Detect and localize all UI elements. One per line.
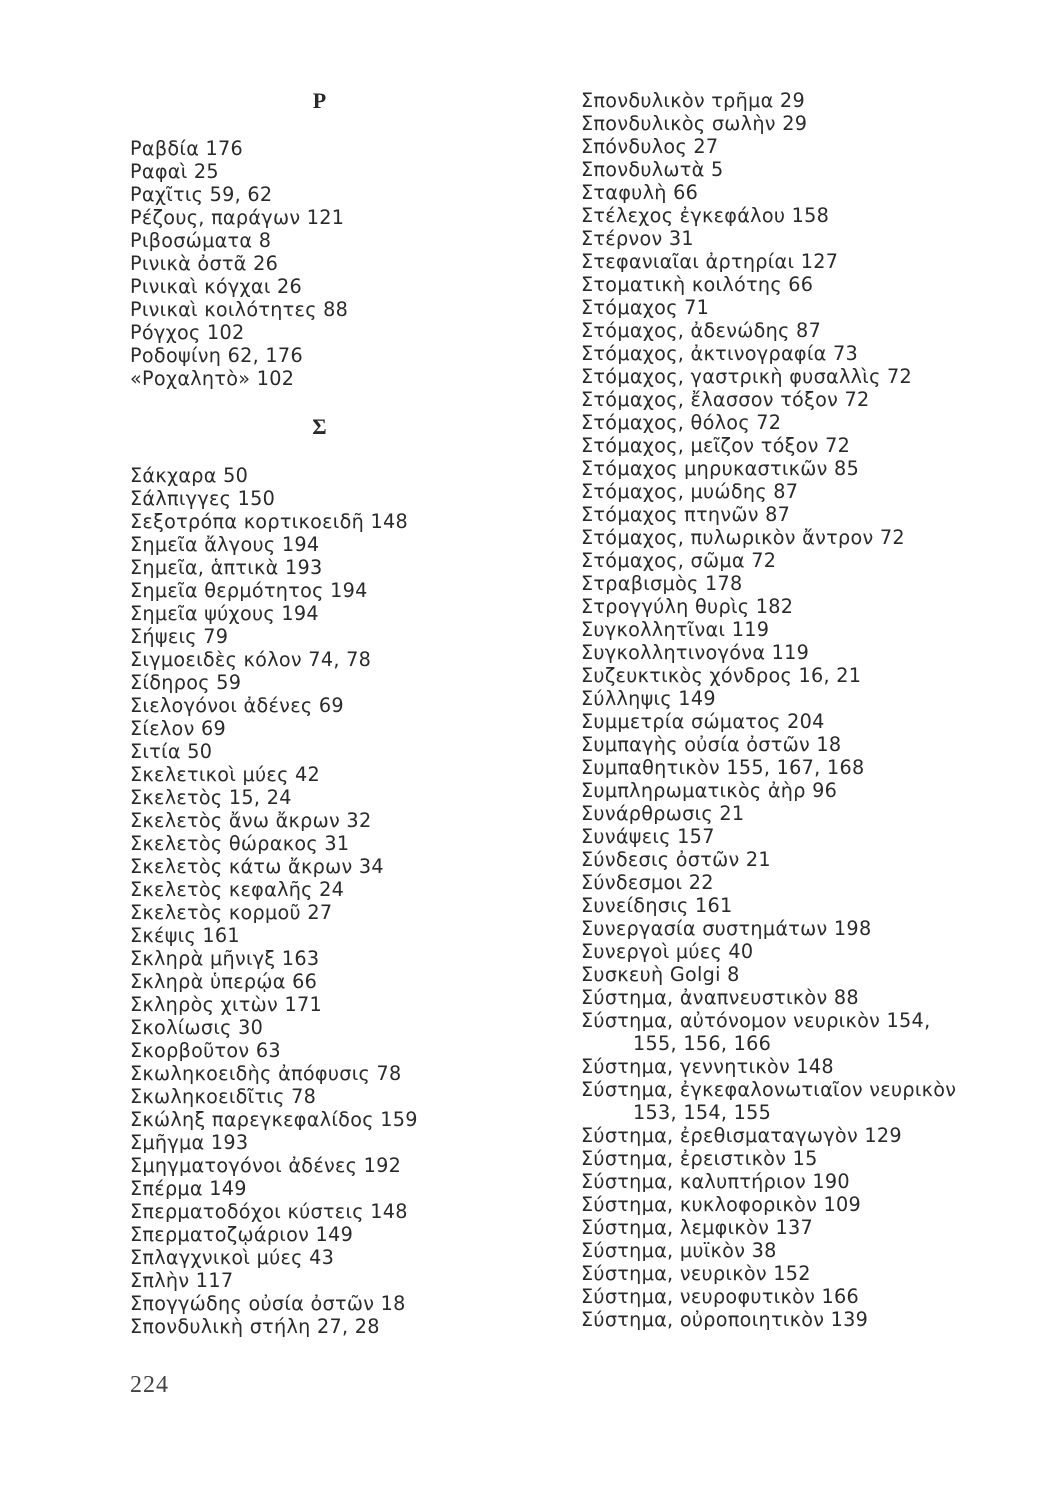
index-entry: Στόμαχος, σῶμα 72 <box>581 549 777 572</box>
index-entry: «Ροχαλητὸ» 102 <box>130 367 295 390</box>
index-entry-continuation: 153, 154, 155 <box>633 1101 772 1124</box>
index-entry: Σκελετικοὶ μύες 42 <box>130 763 321 786</box>
index-entry: Στόμαχος, γαστρικὴ φυσαλλὶς 72 <box>581 365 913 388</box>
index-entry: Στόμαχος, θόλος 72 <box>581 411 782 434</box>
index-entry: Συγκολλητινογόνα 119 <box>581 641 810 664</box>
index-entry: Σκελετὸς κεφαλῆς 24 <box>130 878 345 901</box>
index-entry-continuation: 155, 156, 166 <box>633 1032 772 1055</box>
index-entry: Στέλεχος ἐγκεφάλου 158 <box>581 204 830 227</box>
index-entry: Σύνδεσμοι 22 <box>581 871 714 894</box>
index-entry: Στόμαχος, πυλωρικὸν ἄντρον 72 <box>581 526 905 549</box>
right-column <box>581 89 1041 1331</box>
index-entry: Σύστημα, ἐρεθισματαγωγὸν 129 <box>581 1124 902 1147</box>
index-entry: Ραφαὶ 25 <box>130 160 219 183</box>
index-entry: Στόμαχος 71 <box>581 296 710 319</box>
index-entry: Σύστημα, γεννητικὸν 148 <box>581 1055 834 1078</box>
index-entry: Σκληρὰ ὑπερῴα 66 <box>130 970 318 993</box>
index-entry: Σπλαγχνικοὶ μύες 43 <box>130 1246 335 1269</box>
index-entry: Σύστημα, νευρικὸν 152 <box>581 1262 811 1285</box>
section-heading-rho: Ρ <box>312 88 328 113</box>
index-entry: Σύστημα, καλυπτήριον 190 <box>581 1170 850 1193</box>
index-entry: Συμπαγὴς οὐσία ὀστῶν 18 <box>581 733 842 756</box>
index-entry: Ρινικαὶ κόγχαι 26 <box>130 275 303 298</box>
index-entry: Συνείδησις 161 <box>581 894 733 917</box>
index-entry: Σμηγματογόνοι ἀδένες 192 <box>130 1154 402 1177</box>
index-entry: Σύστημα, οὐροποιητικὸν 139 <box>581 1308 869 1331</box>
index-entry: Σύστημα, ἀναπνευστικὸν 88 <box>581 986 859 1009</box>
index-entry: Ροδοψίνη 62, 176 <box>130 344 303 367</box>
index-entry: Σημεῖα ψύχους 194 <box>130 602 319 625</box>
index-entry: Στέρνον 31 <box>581 227 694 250</box>
index-entry: Στόμαχος, μυώδης 87 <box>581 480 799 503</box>
index-entry: Σύστημα, μυϊκὸν 38 <box>581 1239 777 1262</box>
index-entry: Συνάψεις 157 <box>581 825 715 848</box>
index-entry: Σημεῖα θερμότητος 194 <box>130 579 368 602</box>
index-entry: Σύστημα, ἐγκεφαλονωτιαῖον νευρικὸν <box>581 1078 957 1101</box>
index-entry: Σύστημα, ἐρειστικὸν 15 <box>581 1147 818 1170</box>
index-entry: Στόμαχος, ἔλασσον τόξον 72 <box>581 388 870 411</box>
index-entry: Σκελετὸς κορμοῦ 27 <box>130 901 333 924</box>
index-entry: Σπλὴν 117 <box>130 1269 234 1292</box>
index-entry: Σκελετὸς κάτω ἄκρων 34 <box>130 855 384 878</box>
index-entry: Στόμαχος, ἀκτινογραφία 73 <box>581 342 859 365</box>
index-entry: Ρινικὰ ὀστᾶ 26 <box>130 252 279 275</box>
index-entry: Στόμαχος μηρυκαστικῶν 85 <box>581 457 860 480</box>
index-entry: Σπονδυλωτὰ 5 <box>581 158 724 181</box>
index-entry: Σκέψις 161 <box>130 924 240 947</box>
index-entry: Σπέρμα 149 <box>130 1177 247 1200</box>
index-entry: Ραβδία 176 <box>130 137 244 160</box>
index-entry: Σάλπιγγες 150 <box>130 487 276 510</box>
index-entry: Συμμετρία σώματος 204 <box>581 710 825 733</box>
rho-entries <box>130 137 550 390</box>
index-entry: Σπόνδυλος 27 <box>581 135 719 158</box>
section-heading-sigma: Σ <box>312 414 328 439</box>
index-entry: Σκορβοῦτον 63 <box>130 1039 281 1062</box>
index-entry: Σύστημα, λεμφικὸν 137 <box>581 1216 814 1239</box>
index-entry: Στρογγύλη θυρὶς 182 <box>581 595 794 618</box>
index-entry: Στραβισμὸς 178 <box>581 572 743 595</box>
index-entry: Ριβοσώματα 8 <box>130 229 272 252</box>
index-entry: Σπονδυλικὴ στήλη 27, 28 <box>130 1315 380 1338</box>
index-entry: Σιτία 50 <box>130 740 213 763</box>
index-entry: Σκελετὸς ἄνω ἄκρων 32 <box>130 809 372 832</box>
index-entry: Σύστημα, αὐτόνομον νευρικὸν 154, <box>581 1009 931 1032</box>
index-entry: Ρέζους, παράγων 121 <box>130 206 345 229</box>
index-entry: Σίδηρος 59 <box>130 671 242 694</box>
index-entry: Σκολίωσις 30 <box>130 1016 264 1039</box>
index-entry: Στεφανιαῖαι ἀρτηρίαι 127 <box>581 250 839 273</box>
index-entry: Σημεῖα ἄλγους 194 <box>130 533 320 556</box>
index-entry: Συνεργοὶ μύες 40 <box>581 940 754 963</box>
index-entry: Σύνδεσις ὀστῶν 21 <box>581 848 771 871</box>
page-number: 224 <box>130 1372 169 1398</box>
sigma-entries <box>130 464 550 1338</box>
index-entry: Συνάρθρωσις 21 <box>581 802 745 825</box>
index-entry: Συσκευὴ Golgi 8 <box>581 963 740 986</box>
index-entry: Σπονδυλικὸς σωλὴν 29 <box>581 112 808 135</box>
index-entry: Σκελετὸς 15, 24 <box>130 786 292 809</box>
index-entry: Σύστημα, κυκλοφορικὸν 109 <box>581 1193 862 1216</box>
index-entry: Σκωληκοειδὴς ἀπόφυσις 78 <box>130 1062 402 1085</box>
index-entry: Σκληρὸς χιτὼν 171 <box>130 993 322 1016</box>
index-entry: Στοματικὴ κοιλότης 66 <box>581 273 814 296</box>
index-entry: Σκελετὸς θώρακος 31 <box>130 832 350 855</box>
index-entry: Σεξοτρόπα κορτικοειδῆ 148 <box>130 510 409 533</box>
index-entry: Σύστημα, νευροφυτικὸν 166 <box>581 1285 860 1308</box>
index-entry: Σκωληκοειδῖτις 78 <box>130 1085 317 1108</box>
index-entry: Σίελον 69 <box>130 717 227 740</box>
index-entry: Ρινικαὶ κοιλότητες 88 <box>130 298 349 321</box>
index-entry: Σταφυλὴ 66 <box>581 181 699 204</box>
index-entry: Σιελογόνοι ἀδένες 69 <box>130 694 344 717</box>
index-entry: Σπερματοζῳάριον 149 <box>130 1223 354 1246</box>
index-entry: Συζευκτικὸς χόνδρος 16, 21 <box>581 664 862 687</box>
index-entry: Σπερματοδόχοι κύστεις 148 <box>130 1200 408 1223</box>
index-entry: Σμῆγμα 193 <box>130 1131 249 1154</box>
index-entry: Σπογγώδης οὐσία ὀστῶν 18 <box>130 1292 406 1315</box>
index-entry: Ρόγχος 102 <box>130 321 245 344</box>
index-entry: Σύλληψις 149 <box>581 687 716 710</box>
index-entry: Σήψεις 79 <box>130 625 229 648</box>
index-entry: Ραχῖτις 59, 62 <box>130 183 273 206</box>
index-entry: Στόμαχος, μεῖζον τόξον 72 <box>581 434 851 457</box>
index-entry: Σκώληξ παρεγκεφαλίδος 159 <box>130 1108 418 1131</box>
index-entry: Συμπληρωματικὸς ἀὴρ 96 <box>581 779 838 802</box>
index-entry: Συγκολλητῖναι 119 <box>581 618 770 641</box>
index-entry: Σιγμοειδὲς κόλον 74, 78 <box>130 648 372 671</box>
index-entry: Σημεῖα, ἁπτικὰ 193 <box>130 556 323 579</box>
right-entries <box>581 89 1041 1331</box>
index-entry: Στόμαχος πτηνῶν 87 <box>581 503 791 526</box>
index-entry: Σάκχαρα 50 <box>130 464 249 487</box>
index-entry: Συνεργασία συστημάτων 198 <box>581 917 872 940</box>
left-column <box>130 86 550 1338</box>
index-entry: Συμπαθητικὸν 155, 167, 168 <box>581 756 865 779</box>
index-entry: Σκληρὰ μῆνιγξ 163 <box>130 947 320 970</box>
index-entry: Σπονδυλικὸν τρῆμα 29 <box>581 89 805 112</box>
index-entry: Στόμαχος, ἀδενώδης 87 <box>581 319 822 342</box>
